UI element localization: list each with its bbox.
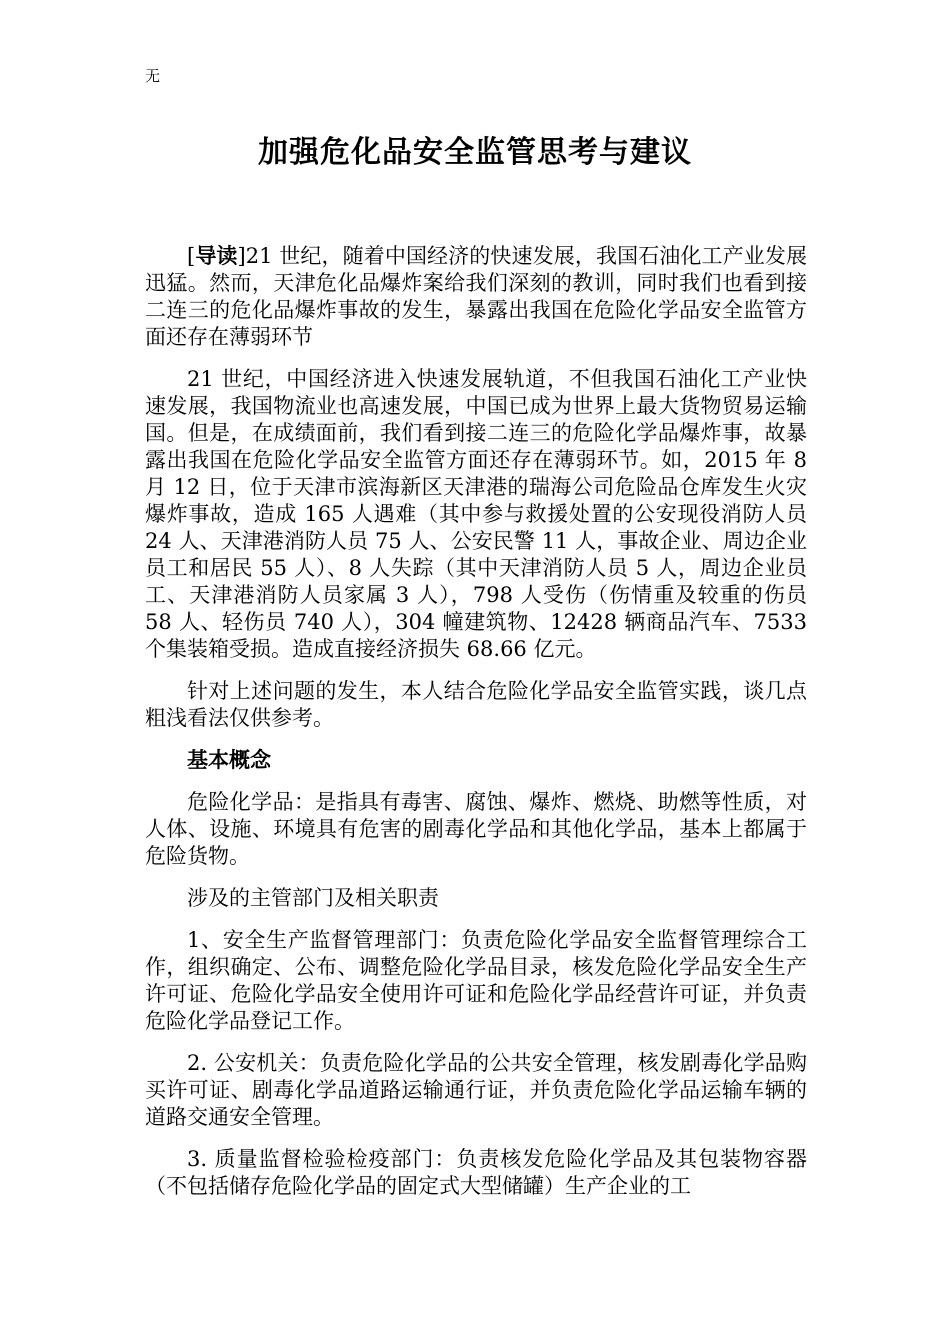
intro-bracket-open: [ — [187, 244, 196, 268]
departments-heading: 涉及的主管部门及相关职责 — [187, 886, 439, 910]
definition-paragraph: 危险化学品：是指具有毒害、腐蚀、爆炸、燃烧、助燃等性质，对人体、设施、环境具有危害的剧毒化学品和其他化学品，基本上都属于危险货物。 — [145, 790, 807, 868]
body-paragraph: 针对上述问题的发生，本人结合危险化学品安全监管实践，谈几点粗浅看法仅供参考。 — [145, 679, 807, 730]
department-item: 2. 公安机关：负责危险化学品的公共安全管理，核发剧毒化学品购买许可证、剧毒化学品道路运输通行证，并负责危险化学品运输车辆的道路交通安全管理。 — [145, 1051, 807, 1129]
document-title: 加强危化品安全监管思考与建议 — [258, 135, 692, 170]
intro-paragraph — [145, 243, 807, 351]
department-item: 1、安全生产监督管理部门：负责危险化学品安全监督管理综合工作，组织确定、公布、调整危险化学品目录，核发危险化学品安全生产许可证、危险化学品安全使用许可证和危险化学品经营许可证，并负责危险化学品登记工作。 — [145, 928, 807, 1033]
section-heading: 基本概念 — [187, 748, 271, 772]
department-item: 3. 质量监督检验检疫部门：负责核发危险化学品及其包装物容器（不包括储存危险化学品的固定式大型储罐）生产企业的工 — [145, 1147, 807, 1198]
body-paragraph: 21 世纪，中国经济进入快速发展轨道，不但我国石油化工产业快速发展，我国物流业也高速发展，中国已成为世界上最大货物贸易运输国。但是，在成绩面前，我们看到接二连三的危险化学品爆炸事，故暴露出我国在危险化学品安全监管方面还存在薄弱环节。如，2015 年 8 月 12 日，位于天津市滨海新区天津港的瑞海公司危险品仓库发生火灾爆炸事故，造成 165 人遇难（其中参与救援处置的公安现役消防人员 24 人、天津港消防人员 75 人、公安民警 11 人，事故企业、周边企业员工和居民 55 人）、8 人失踪（其中天津消防人员 5 人，周边企业员工、天津港消防人员家属 3 人），798 人受伤（伤情重及较重的伤员 58 人、轻伤员 740 人），304 幢建筑物、12428 辆商品汽车、7533 个集装箱受损。造成直接经济损失 68.66 亿元。 — [145, 367, 807, 661]
intro-tag: 导读 — [195, 244, 238, 268]
intro-bracket-close: ] — [237, 244, 246, 268]
intro-text: 21 世纪，随着中国经济的快速发展，我国石油化工产业发展迅猛。然而，天津危化品爆炸案给我们深刻的教训，同时我们也看到接二连三的危化品爆炸事故的发生，暴露出我国在危险化学品安全监管方面还存在薄弱环节 — [145, 244, 807, 349]
page-header: 无 — [145, 67, 161, 85]
document-body — [145, 243, 807, 1215]
